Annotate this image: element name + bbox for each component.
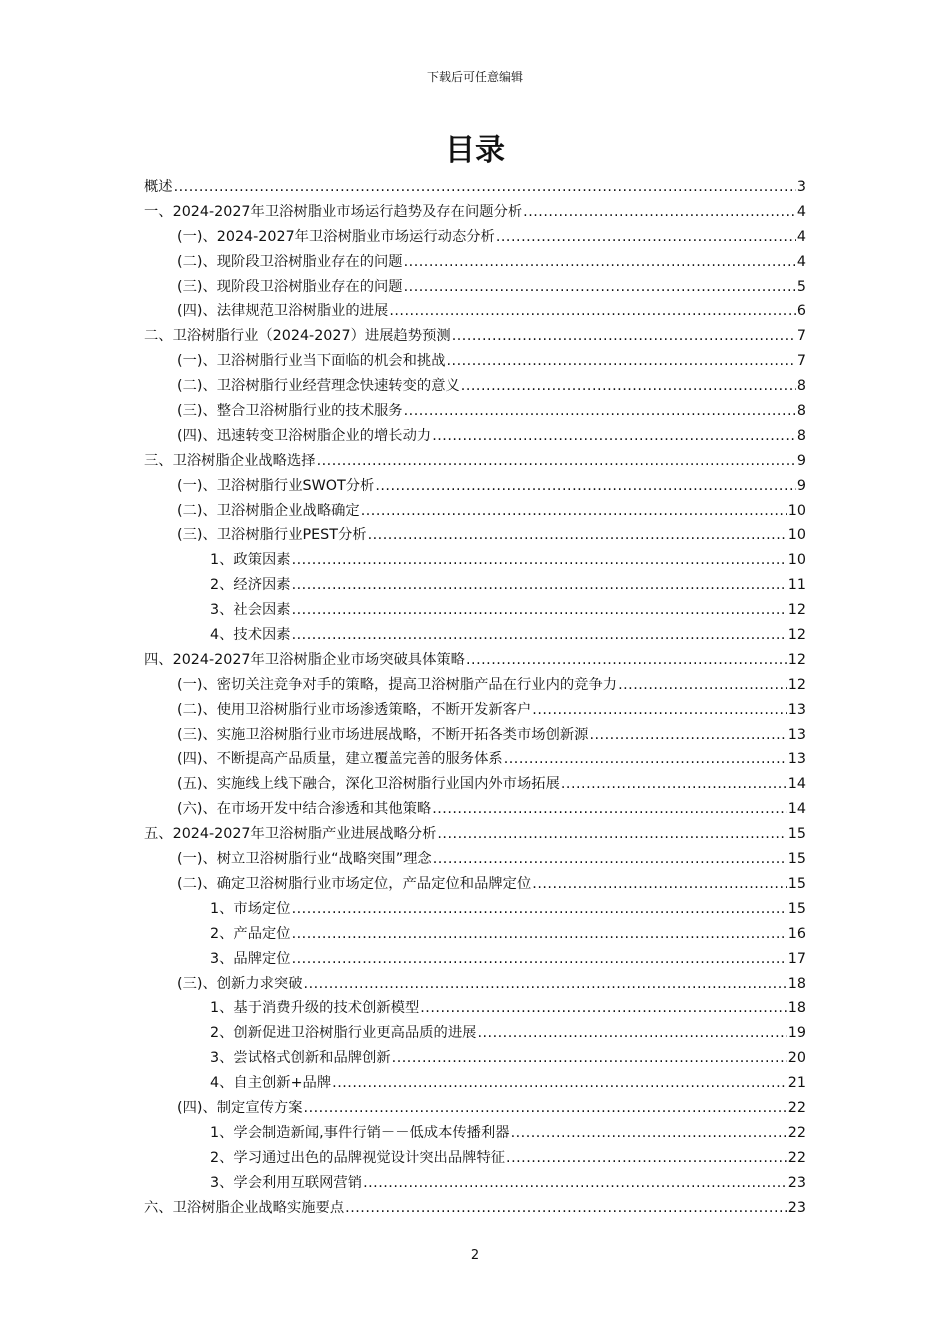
toc-entry-page: 13 (787, 726, 806, 743)
toc-entry-page: 10 (787, 552, 806, 569)
toc-entry[interactable] (144, 772, 806, 797)
toc-leader-dots (466, 648, 787, 673)
toc-entry[interactable] (144, 897, 806, 922)
toc-entry-page: 22 (787, 1149, 806, 1166)
toc-leader-dots (452, 324, 796, 349)
toc-entry-label: 2、产品定位 (210, 925, 291, 942)
toc-entry-label: (二)、卫浴树脂企业战略确定 (177, 502, 360, 519)
toc-entry-page: 5 (796, 278, 806, 295)
toc-leader-dots (304, 1096, 787, 1121)
toc-entry-page: 13 (787, 701, 806, 718)
toc-entry[interactable] (144, 225, 806, 250)
toc-entry[interactable] (144, 623, 806, 648)
toc-entry[interactable] (144, 523, 806, 548)
toc-entry[interactable] (144, 922, 806, 947)
toc-entry-page: 14 (787, 801, 806, 818)
toc-entry-label: (四)、不断提高产品质量，建立覆盖完善的服务体系 (177, 751, 503, 768)
toc-leader-dots (432, 424, 796, 449)
toc-entry-label: (三)、卫浴树脂行业PEST分析 (177, 527, 367, 544)
toc-entry-label: 3、社会因素 (210, 602, 291, 619)
toc-entry[interactable] (144, 1196, 806, 1221)
toc-entry-label: (六)、在市场开发中结合渗透和其他策略 (177, 801, 432, 818)
toc-entry-label: (四)、制定宣传方案 (177, 1099, 303, 1116)
toc-entry[interactable] (144, 723, 806, 748)
toc-entry-label: 三、卫浴树脂企业战略选择 (144, 452, 316, 469)
toc-leader-dots (420, 996, 787, 1021)
toc-entry-page: 7 (796, 328, 806, 345)
toc-entry[interactable] (144, 1071, 806, 1096)
toc-entry[interactable] (144, 250, 806, 275)
toc-entry[interactable] (144, 474, 806, 499)
toc-entry-page: 4 (796, 253, 806, 270)
toc-entry-label: (二)、现阶段卫浴树脂业存在的问题 (177, 253, 403, 270)
toc-entry-label: 六、卫浴树脂企业战略实施要点 (144, 1199, 345, 1216)
toc-entry-page: 10 (787, 527, 806, 544)
toc-entry-page: 8 (796, 378, 806, 395)
toc-leader-dots (174, 175, 796, 200)
toc-entry-label: (三)、实施卫浴树脂行业市场进展战略，不断开拓各类市场创新源 (177, 726, 589, 743)
toc-leader-dots (317, 449, 796, 474)
toc-entry-page: 13 (787, 751, 806, 768)
toc-entry[interactable] (144, 1121, 806, 1146)
toc-entry[interactable] (144, 747, 806, 772)
toc-leader-dots (432, 797, 787, 822)
toc-entry-page: 15 (787, 851, 806, 868)
toc-entry[interactable] (144, 972, 806, 997)
toc-entry-label: 1、学会制造新闻,事件行销－－低成本传播利器 (210, 1124, 510, 1141)
toc-entry[interactable] (144, 1096, 806, 1121)
toc-leader-dots (332, 1071, 787, 1096)
toc-entry[interactable] (144, 598, 806, 623)
toc-entry[interactable] (144, 996, 806, 1021)
toc-title: 目录 (445, 133, 505, 168)
toc-leader-dots (292, 897, 787, 922)
toc-entry[interactable] (144, 1046, 806, 1071)
toc-entry-label: 概述 (144, 179, 173, 195)
toc-entry-page: 7 (796, 353, 806, 370)
toc-entry-page: 18 (787, 975, 806, 992)
toc-entry[interactable] (144, 1021, 806, 1046)
toc-leader-dots (292, 947, 787, 972)
toc-entry-page: 10 (787, 502, 806, 519)
toc-entry-label: (一)、卫浴树脂行业当下面临的机会和挑战 (177, 353, 446, 370)
toc-entry[interactable] (144, 374, 806, 399)
toc-entry-page: 14 (787, 776, 806, 793)
toc-leader-dots (477, 1021, 786, 1046)
toc-entry-label: (一)、密切关注竞争对手的策略，提高卫浴树脂产品在行业内的竞争力 (177, 676, 618, 693)
toc-leader-dots (389, 299, 796, 324)
toc-leader-dots (404, 275, 796, 300)
toc-entry-label: 1、政策因素 (210, 552, 291, 569)
toc-leader-dots (447, 349, 796, 374)
toc-leader-dots (433, 847, 787, 872)
toc-entry-label: (四)、迅速转变卫浴树脂企业的增长动力 (177, 427, 432, 444)
toc-entry[interactable] (144, 822, 806, 847)
toc-entry-page: 12 (787, 651, 806, 668)
toc-entry-label: 一、2024-2027年卫浴树脂业市场运行趋势及存在问题分析 (144, 203, 523, 220)
toc-entry-label: (三)、整合卫浴树脂行业的技术服务 (177, 403, 403, 420)
toc-leader-dots (532, 698, 787, 723)
toc-entry-label: 二、卫浴树脂行业（2024-2027）进展趋势预测 (144, 328, 451, 345)
toc-entry-page: 3 (796, 179, 806, 195)
toc-entry[interactable] (144, 1146, 806, 1171)
toc-leader-dots (304, 972, 787, 997)
toc-entry-page: 9 (796, 452, 806, 469)
toc-entry-page: 12 (787, 676, 806, 693)
toc-entry-label: 4、技术因素 (210, 627, 291, 644)
header-note: 下载后可任意编辑 (426, 70, 523, 84)
toc-entry-label: 五、2024-2027年卫浴树脂产业进展战略分析 (144, 826, 437, 843)
toc-entry-page: 21 (787, 1075, 806, 1092)
toc-entry[interactable] (144, 698, 806, 723)
toc-entry-label: (二)、卫浴树脂行业经营理念快速转变的意义 (177, 378, 460, 395)
page-number: 2 (470, 1248, 480, 1263)
toc-entry-page: 19 (787, 1025, 806, 1042)
toc-leader-dots (561, 772, 787, 797)
toc-leader-dots (392, 1046, 787, 1071)
toc-entry[interactable] (144, 673, 806, 698)
toc-leader-dots (618, 673, 787, 698)
toc-entry[interactable] (144, 399, 806, 424)
toc-entry-label: (五)、实施线上线下融合，深化卫浴树脂行业国内外市场拓展 (177, 776, 560, 793)
toc-entry-label: 1、市场定位 (210, 900, 291, 917)
toc-entry-page: 22 (787, 1099, 806, 1116)
toc-entry-page: 17 (787, 950, 806, 967)
toc-entry-page: 4 (796, 228, 806, 245)
toc-entry-label: 四、2024-2027年卫浴树脂企业市场突破具体策略 (144, 651, 465, 668)
toc-entry-page: 11 (787, 577, 806, 594)
toc-entry[interactable] (144, 175, 806, 200)
toc-entry[interactable] (144, 499, 806, 524)
toc-entry-label: 2、经济因素 (210, 577, 291, 594)
toc-leader-dots (404, 250, 796, 275)
toc-entry-label: 2、创新促进卫浴树脂行业更高品质的进展 (210, 1025, 477, 1042)
toc-leader-dots (292, 623, 787, 648)
toc-entry[interactable] (144, 324, 806, 349)
toc-entry-page: 12 (787, 602, 806, 619)
toc-leader-dots (292, 573, 787, 598)
toc-entry-label: (三)、现阶段卫浴树脂业存在的问题 (177, 278, 403, 295)
toc-entry[interactable] (144, 275, 806, 300)
toc-entry[interactable] (144, 449, 806, 474)
toc-entry[interactable] (144, 648, 806, 673)
toc-entry[interactable] (144, 847, 806, 872)
toc-entry-label: 4、自主创新+品牌 (210, 1075, 332, 1092)
toc-entry-label: (二)、使用卫浴树脂行业市场渗透策略，不断开发新客户 (177, 701, 532, 718)
toc-entry-page: 15 (787, 875, 806, 892)
toc-entry-page: 6 (796, 303, 806, 320)
toc-entry-page: 20 (787, 1050, 806, 1067)
toc-leader-dots (345, 1196, 787, 1221)
toc-entry-label: (一)、卫浴树脂行业SWOT分析 (177, 477, 375, 494)
toc-leader-dots (361, 499, 787, 524)
toc-entry-page: 23 (787, 1199, 806, 1216)
toc-entry-label: (一)、2024-2027年卫浴树脂业市场运行动态分析 (177, 228, 495, 245)
toc-leader-dots (506, 1146, 787, 1171)
toc-entry-label: (三)、创新力求突破 (177, 975, 303, 992)
toc-leader-dots (523, 200, 796, 225)
toc-leader-dots (461, 374, 796, 399)
toc-leader-dots (532, 872, 787, 897)
toc-entry[interactable] (144, 200, 806, 225)
toc-entry-label: 2、学习通过出色的品牌视觉设计突出品牌特征 (210, 1149, 506, 1166)
toc-entry-page: 8 (796, 427, 806, 444)
toc-entry-label: (四)、法律规范卫浴树脂业的进展 (177, 303, 389, 320)
toc-entry[interactable] (144, 349, 806, 374)
toc-entry[interactable] (144, 299, 806, 324)
toc-entry-page: 18 (787, 1000, 806, 1017)
toc-entry-label: 3、尝试格式创新和品牌创新 (210, 1050, 391, 1067)
toc-entry[interactable] (144, 424, 806, 449)
toc-entry-page: 9 (796, 477, 806, 494)
table-of-contents (144, 175, 806, 1220)
toc-entry[interactable] (144, 573, 806, 598)
toc-entry-label: 3、品牌定位 (210, 950, 291, 967)
toc-entry-page: 12 (787, 627, 806, 644)
toc-entry[interactable] (144, 797, 806, 822)
toc-entry-label: 1、基于消费升级的技术创新模型 (210, 1000, 420, 1017)
toc-entry-page: 16 (787, 925, 806, 942)
toc-leader-dots (404, 399, 796, 424)
toc-entry-page: 8 (796, 403, 806, 420)
toc-entry-label: 3、学会利用互联网营销 (210, 1174, 363, 1191)
toc-leader-dots (292, 598, 787, 623)
toc-leader-dots (496, 225, 796, 250)
toc-leader-dots (292, 548, 787, 573)
toc-entry[interactable] (144, 947, 806, 972)
toc-leader-dots (511, 1121, 787, 1146)
toc-leader-dots (589, 723, 786, 748)
toc-entry-page: 15 (787, 900, 806, 917)
toc-entry[interactable] (144, 548, 806, 573)
toc-entry[interactable] (144, 1171, 806, 1196)
toc-leader-dots (368, 523, 787, 548)
toc-leader-dots (363, 1171, 787, 1196)
toc-entry-page: 15 (787, 826, 806, 843)
toc-entry-page: 22 (787, 1124, 806, 1141)
toc-entry[interactable] (144, 872, 806, 897)
toc-leader-dots (504, 747, 787, 772)
toc-leader-dots (437, 822, 786, 847)
toc-entry-page: 23 (787, 1174, 806, 1191)
toc-entry-page: 4 (796, 203, 806, 220)
toc-leader-dots (292, 922, 787, 947)
toc-entry-label: (一)、树立卫浴树脂行业“战略突围”理念 (177, 851, 432, 868)
toc-leader-dots (375, 474, 796, 499)
toc-entry-label: (二)、确定卫浴树脂行业市场定位，产品定位和品牌定位 (177, 875, 532, 892)
